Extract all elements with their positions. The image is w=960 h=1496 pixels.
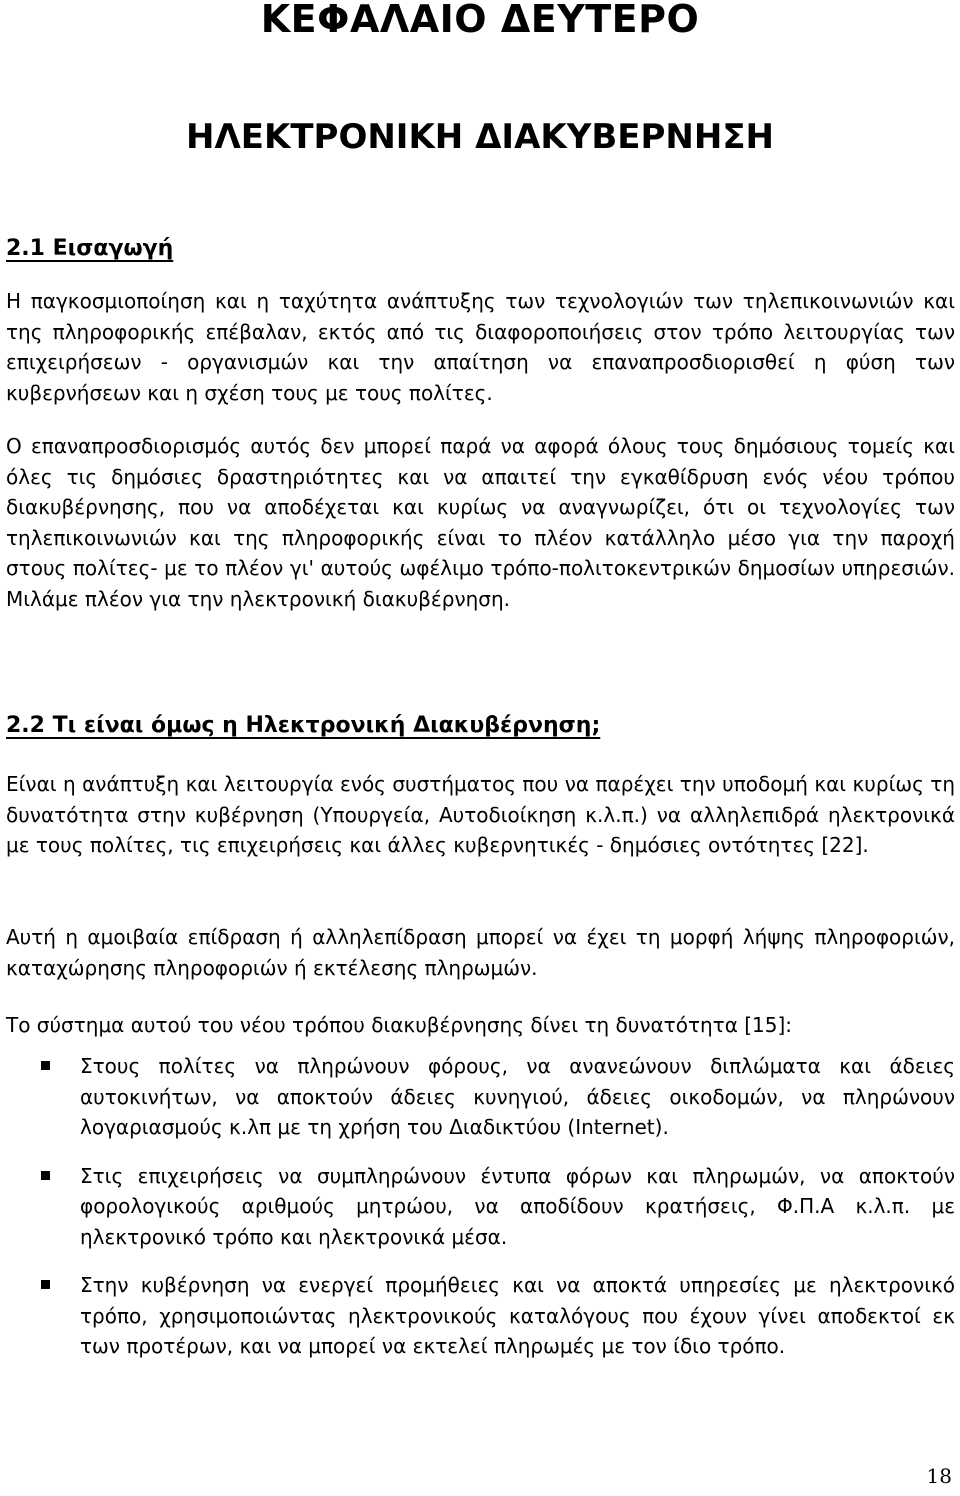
capabilities-list: [0, 1051, 960, 1380]
chapter-subtitle: ΗΛΕΚΤΡΟΝΙΚΗ ΔΙΑΚΥΒΕΡΝΗΣΗ: [186, 117, 774, 157]
definition-paragraph: Είναι η ανάπτυξη και λειτουργία ενός συστήματος που να παρέχει την υποδομή και κυρίως τη δυνατότητα στην κυβέρνηση (Υπουργεία, Αυτοδιοίκηση κ.λ.π.) να αλληλεπιδρά ηλεκτρονικά με τους πολίτες, τις επιχειρήσεις και άλλες κυβερνητικές - δημόσιες οντότητες [22].: [6, 772, 955, 857]
square-bullet-icon: [41, 1061, 50, 1070]
list-item: [0, 1161, 955, 1253]
section-heading-what-is-egov: 2.2 Τι είναι όμως η Ηλεκτρονική Διακυβέρνηση;: [6, 713, 601, 738]
square-bullet-icon: [41, 1171, 50, 1180]
interaction-paragraph: Αυτή η αμοιβαία επίδραση ή αλληλεπίδραση μπορεί να έχει τη μορφή λήψης πληροφοριών, καταχώρησης πληροφοριών ή εκτέλεσης πληρωμών.: [6, 925, 955, 980]
intro-paragraph-1: Η παγκοσμιοποίηση και η ταχύτητα ανάπτυξης των τεχνολογιών των τηλεπικοινωνιών και της πληροφορικής επέβαλαν, εκτός από τις διαφοροποιήσεις στον τρόπο λειτουργίας των επιχειρήσεων - οργανισμών και την απαίτηση να επαναπροσδιορισθεί η φύση των κυβερνήσεων και η σχέση τους με τους πολίτες.: [6, 289, 955, 405]
list-item-text: Στην κυβέρνηση να ενεργεί προμήθειες και να αποκτά υπηρεσίες με ηλεκτρονικό τρόπο, χρησιμοποιώντας ηλεκτρονικούς καταλόγους που έχουν γίνει αποδεκτοί εκ των προτέρων, και να μπορεί να εκτελεί πληρωμές με τον ίδιο τρόπο.: [80, 1273, 955, 1358]
list-item: [0, 1051, 955, 1143]
section-heading-introduction: 2.1 Εισαγωγή: [6, 236, 174, 261]
page-number: 18: [926, 1464, 952, 1488]
list-item: [0, 1270, 955, 1362]
square-bullet-icon: [41, 1280, 50, 1289]
chapter-title: ΚΕΦΑΛΑΙΟ ΔΕΥΤΕΡΟ: [260, 0, 700, 41]
list-item-text: Στις επιχειρήσεις να συμπληρώνουν έντυπα φόρων και πληρωμών, να αποκτούν φορολογικούς αριθμούς μητρώου, να αποδίδουν κρατήσεις, Φ.Π.Α κ.λ.π. με ηλεκτρονικό τρόπο και ηλεκτρονικά μέσα.: [80, 1163, 955, 1249]
capabilities-intro-paragraph: Το σύστημα αυτού του νέου τρόπου διακυβέρνησης δίνει τη δυνατότητα [15]:: [6, 1013, 793, 1037]
list-item-text: Στους πολίτες να πληρώνουν φόρους, να ανανεώνουν διπλώματα και άδειες αυτοκινήτων, να αποκτούν άδειες κυνηγιού, άδειες οικοδομών, να πληρώνουν λογαριασμούς κ.λπ με τη χρήση του Διαδικτύου (Internet).: [80, 1054, 955, 1139]
intro-paragraph-2: Ο επαναπροσδιορισμός αυτός δεν μπορεί παρά να αφορά όλους τους δημόσιους τομείς και όλες τις δημόσιες δραστηριότητες και να απαιτεί την εγκαθίδρυση ενός νέου τρόπου διακυβέρνησης, που να αποδέχεται και κυρίως να αναγνωρίζει, ότι οι τεχνολογίες των τηλεπικοινωνιών και της πληροφορικής είναι το πλέον κατάλληλο μέσο για την παροχή στους πολίτες- με το πλέον γι' αυτούς ωφέλιμο τρόπο-πολιτοκεντρικών δημοσίων υπηρεσιών. Μιλάμε πλέον για την ηλεκτρονική διακυβέρνηση.: [6, 434, 955, 611]
